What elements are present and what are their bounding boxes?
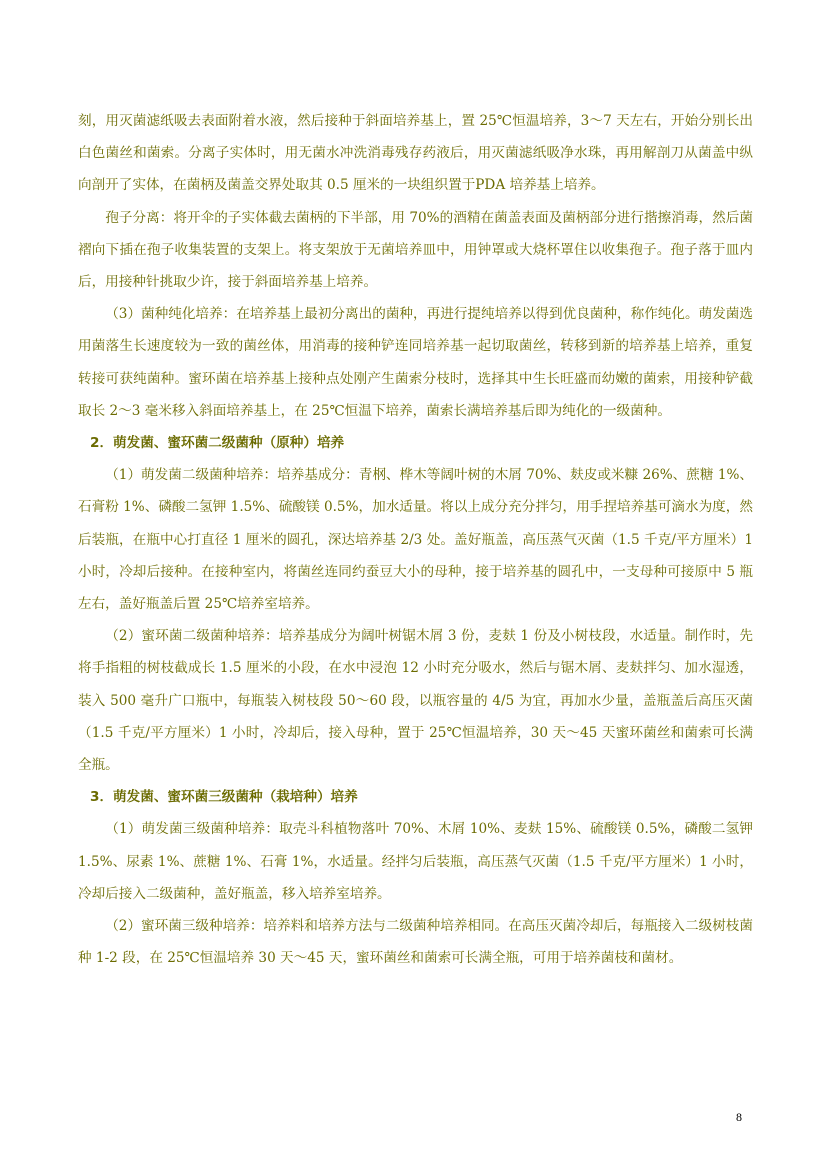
paragraph-spore-isolation: 孢子分离：将开伞的子实体截去菌柄的下半部，用 70%的酒精在菌盖表面及菌柄部分进行揩擦消毒，然后菌褶向下插在孢子收集装置的支架上。将支架放于无菌培养皿中，用钟罩或大烧杯罩住以收集孢子。孢子落于皿内后，用接种针挑取少许，接于斜面培养基上培养。 bbox=[78, 209, 753, 291]
paragraph-strain-purification: （3）菌种纯化培养：在培养基上最初分离出的菌种，再进行提纯培养以得到优良菌种，称作纯化。萌发菌选用菌落生长速度较为一致的菌丝体，用消毒的接种铲连同培养基一起切取菌丝，转移到新的培养基上培养，重复转接可获纯菌种。蜜环菌在培养基上接种点处刚产生菌索分枝时，选择其中生长旺盛而幼嫩的菌索，用接种铲截取长 2～3 毫米移入斜面培养基上，在 25℃恒温下培养，菌索长满培养基后即为纯化的一级菌种。 bbox=[78, 306, 753, 419]
paragraph-armillaria-secondary: （2）蜜环菌二级菌种培养：培养基成分为阔叶树锯木屑 3 份，麦麸 1 份及小树枝段，水适量。制作时，先将手指粗的树枝截成长 1.5 厘米的小段，在水中浸泡 12 小时充分吸水，然后与锯木屑、麦麸拌匀、加水湿透，装入 500 毫升广口瓶中，每瓶装入树枝段 50～60 段，以瓶容量的 4/5 为宜，再加水少量，盖瓶盖后高压灭菌（1.5 千克/平方厘米）1 小时，冷却后，接入母种，置于 25℃恒温培养，30 天～45 天蜜环菌丝和菌索可长满全瓶。 bbox=[78, 628, 753, 774]
paragraph-germination-tertiary: （1）萌发菌三级菌种培养：取壳斗科植物落叶 70%、木屑 10%、麦麸 15%、硫酸镁 0.5%，磷酸二氢钾 1.5%、尿素 1%、蔗糖 1%、石膏 1%，水适量。经拌匀后装瓶，高压蒸气灭菌（1.5 千克/平方厘米）1 小时，冷却后接入二级菌种，盖好瓶盖，移入培养室培养。 bbox=[78, 821, 753, 902]
paragraph-armillaria-tertiary: （2）蜜环菌三级种培养：培养料和培养方法与二级菌种培养相同。在高压灭菌冷却后，每瓶接入二级树枝菌种 1-2 段，在 25℃恒温培养 30 天～45 天，蜜环菌丝和菌索可长满全瓶，可用于培养菌枝和菌材。 bbox=[78, 918, 753, 967]
section-heading-3: 3．萌发菌、蜜环菌三级菌种（栽培种）培养 bbox=[90, 789, 358, 806]
page-number: 8 bbox=[736, 1110, 742, 1124]
section-heading-2: 2．萌发菌、蜜环菌二级菌种（原种）培养 bbox=[90, 435, 345, 452]
document-body bbox=[78, 105, 753, 974]
paragraph-isolation-tissue: 刻，用灭菌滤纸吸去表面附着水液，然后接种于斜面培养基上，置 25℃恒温培养，3～7 天左右，开始分别长出白色菌丝和菌索。分离子实体时，用无菌水冲洗消毒残存药液后，用灭菌滤纸吸净水珠，再用解剖刀从菌盖中纵向剖开了实体，在菌柄及菌盖交界处取其 0.5 厘米的一块组织置于PDA 培养基上培养。 bbox=[78, 113, 753, 194]
paragraph-germination-secondary: （1）萌发菌二级菌种培养：培养基成分：青㭎、桦木等阔叶树的木屑 70%、麸皮或米糠 26%、蔗糖 1%、石膏粉 1%、磷酸二氢钾 1.5%、硫酸镁 0.5%，加水适量。将以上成分充分拌匀，用手捏培养基可滴水为度，然后装瓶，在瓶中心打直径 1 厘米的圆孔，深达培养基 2/3 处。盖好瓶盖，高压蒸气灭菌（1.5 千克/平方厘米）1 小时，冷却后接种。在接种室内，将菌丝连同约蚕豆大小的母种，接于培养基的圆孔中，一支母种可接原中 5 瓶左右，盖好瓶盖后置 25℃培养室培养。 bbox=[78, 467, 753, 613]
